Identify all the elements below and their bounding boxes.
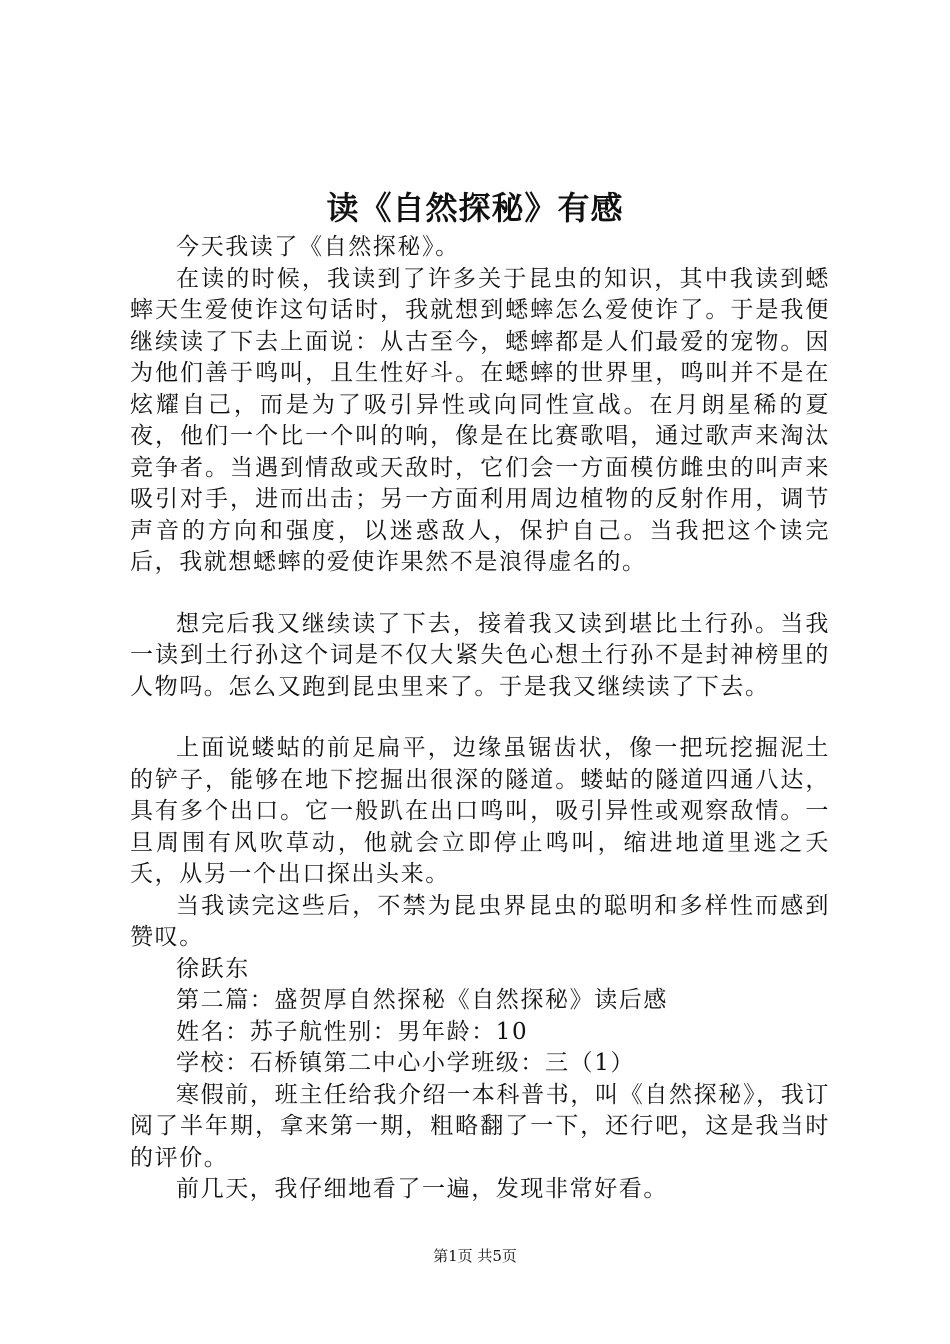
paragraph-gap: [130, 703, 830, 733]
page-footer: 第1页 共5页: [433, 1247, 517, 1265]
paragraph: 想完后我又继续读了下去，接着我又读到堪比土行孙。当我一读到土行孙这个词是不仅大紧失色心想土行孙不是封神榜里的人物吗。怎么又跑到昆虫里来了。于是我又继续读了下去。: [130, 610, 830, 700]
author-line: 徐跃东: [176, 955, 250, 982]
paragraph: 前几天，我仔细地看了一遍，发现非常好看。: [176, 1176, 668, 1202]
paragraph-gap: [130, 579, 830, 609]
document-title: 读《自然探秘》有感: [326, 189, 624, 227]
document-body: [130, 232, 830, 1206]
section-heading: 第二篇：盛贺厚自然探秘《自然探秘》读后感: [176, 987, 668, 1013]
paragraph: 上面说蝼蛄的前足扁平，边缘虽锯齿状，像一把玩挖掘泥土的铲子，能够在地下挖掘出很深的隧道。蝼蛄的隧道四通八达，具有多个出口。它一般趴在出口鸣叫，吸引异性或观察敌情。一旦周围有风吹草动，他就会立即停止鸣叫，缩进地道里逃之夭夭，从另一个出口探出头来。: [130, 735, 830, 887]
paragraph: 今天我读了《自然探秘》。: [176, 234, 460, 260]
paragraph: 在读的时候，我读到了许多关于昆虫的知识，其中我读到蟋蟀天生爱使诈这句话时，我就想到蟋蟀怎么爱使诈了。于是我便继续读了下去上面说：从古至今，蟋蟀都是人们最爱的宠物。因为他们善于鸣叫，且生性好斗。在蟋蟀的世界里，鸣叫并不是在炫耀自己，而是为了吸引异性或向同性宣战。在月朗星稀的夏夜，他们一个比一个叫的响，像是在比赛歌唱，通过歌声来淘汰竞争者。当遇到情敌或天敌时，它们会一方面模仿雌虫的叫声来吸引对手，进而出击；另一方面利用周边植物的反射作用，调节声音的方向和强度，以迷惑敌人，保护自己。当我把这个读完后，我就想蟋蟀的爱使诈果然不是浪得虚名的。: [130, 265, 830, 575]
paragraph: 当我读完这些后，不禁为昆虫界昆虫的聪明和多样性而感到赞叹。: [130, 892, 830, 950]
info-line: 姓名：苏子航性别：男年龄：10: [176, 1018, 529, 1045]
info-line: 学校：石桥镇第二中心小学班级：三（1）: [176, 1050, 636, 1076]
paragraph: 寒假前，班主任给我介绍一本科普书，叫《自然探秘》，我订阅了半年期，拿来第一期，粗略翻了一下，还行吧，这是我当时的评价。: [130, 1081, 830, 1171]
